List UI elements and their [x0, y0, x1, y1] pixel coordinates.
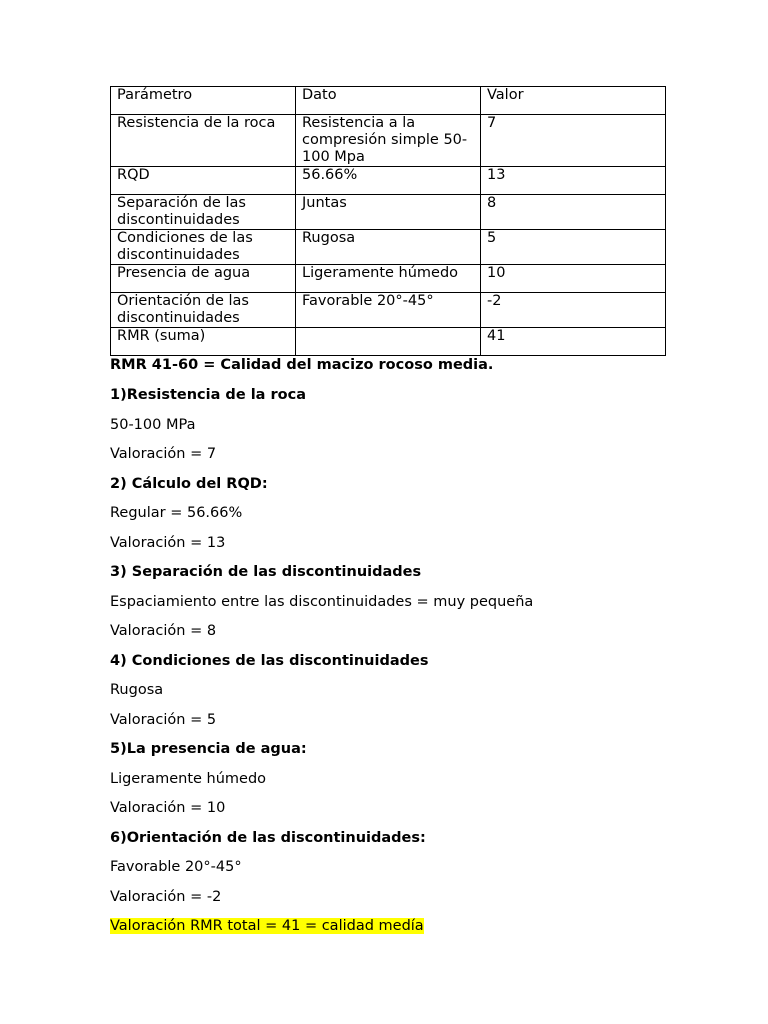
section-orientacion [110, 829, 665, 918]
table-row [111, 230, 666, 265]
table-cell: Presencia de agua [111, 265, 296, 293]
section-rating: Valoración = 13 [110, 534, 226, 551]
table-row [111, 167, 666, 195]
section-detail: Espaciamiento entre las discontinuidades = muy pequeña [110, 593, 534, 610]
table-cell: 13 [481, 167, 666, 195]
table-cell: 41 [481, 328, 666, 356]
table-row [111, 293, 666, 328]
table-cell: 5 [481, 230, 666, 265]
section-detail: Regular = 56.66% [110, 505, 243, 521]
section-heading: 4) Condiciones de las discontinuidades [110, 652, 429, 669]
section-detail: Ligeramente húmedo [110, 770, 267, 787]
section-heading: 2) Cálculo del RQD: [110, 475, 268, 492]
section-rating: Valoración = 5 [110, 711, 217, 728]
header-cell-dato: Dato [296, 87, 481, 115]
table-cell: RQD [111, 167, 296, 195]
rmr-total-highlight: Valoración RMR total = 41 = calidad medía [110, 918, 424, 934]
section-rqd [110, 475, 665, 564]
section-heading: 3) Separación de las discontinuidades [110, 564, 422, 580]
table-cell: Juntas [296, 195, 481, 230]
section-heading: 6)Orientación de las discontinuidades: [110, 829, 426, 846]
section-detail: 50-100 MPa [110, 416, 196, 433]
document-page [110, 86, 665, 947]
table-cell: 7 [481, 115, 666, 167]
header-cell-parametro: Parámetro [111, 87, 296, 115]
section-rating: Valoración = 7 [110, 446, 217, 462]
table-cell: Rugosa [296, 230, 481, 265]
table-cell [296, 328, 481, 356]
section-rating: Valoración = 10 [110, 800, 226, 816]
table-cell: 8 [481, 195, 666, 230]
section-resistencia [110, 386, 665, 475]
table-row [111, 115, 666, 167]
table-cell: Orientación de las discontinuidades [111, 293, 296, 328]
table-cell: RMR (suma) [111, 328, 296, 356]
table-cell: Resistencia a la compresión simple 50-100 Mpa [296, 115, 481, 167]
section-heading: 1)Resistencia de la roca [110, 387, 306, 403]
table-header-row [111, 87, 666, 115]
header-cell-valor: Valor [481, 87, 666, 115]
rmr-summary: RMR 41-60 = Calidad del macizo rocoso media. [110, 357, 494, 373]
table-cell: Condiciones de las discontinuidades [111, 230, 296, 265]
section-condiciones [110, 652, 665, 741]
table-cell: -2 [481, 293, 666, 328]
rmr-table [110, 86, 666, 356]
table-cell: Favorable 20°-45° [296, 293, 481, 328]
section-agua [110, 740, 665, 829]
section-rating: Valoración = 8 [110, 623, 217, 639]
section-detail: Favorable 20°-45° [110, 859, 242, 875]
rmr-total-line [110, 917, 665, 947]
table-cell: Ligeramente húmedo [296, 265, 481, 293]
table-cell: 10 [481, 265, 666, 293]
table-cell: Resistencia de la roca [111, 115, 296, 167]
table-cell: 56.66% [296, 167, 481, 195]
section-rating: Valoración = -2 [110, 888, 222, 905]
section-detail: Rugosa [110, 682, 164, 698]
table-row [111, 265, 666, 293]
table-cell: Separación de las discontinuidades [111, 195, 296, 230]
section-separacion [110, 563, 665, 652]
section-heading: 5)La presencia de agua: [110, 741, 307, 757]
table-row [111, 328, 666, 356]
table-row [111, 195, 666, 230]
